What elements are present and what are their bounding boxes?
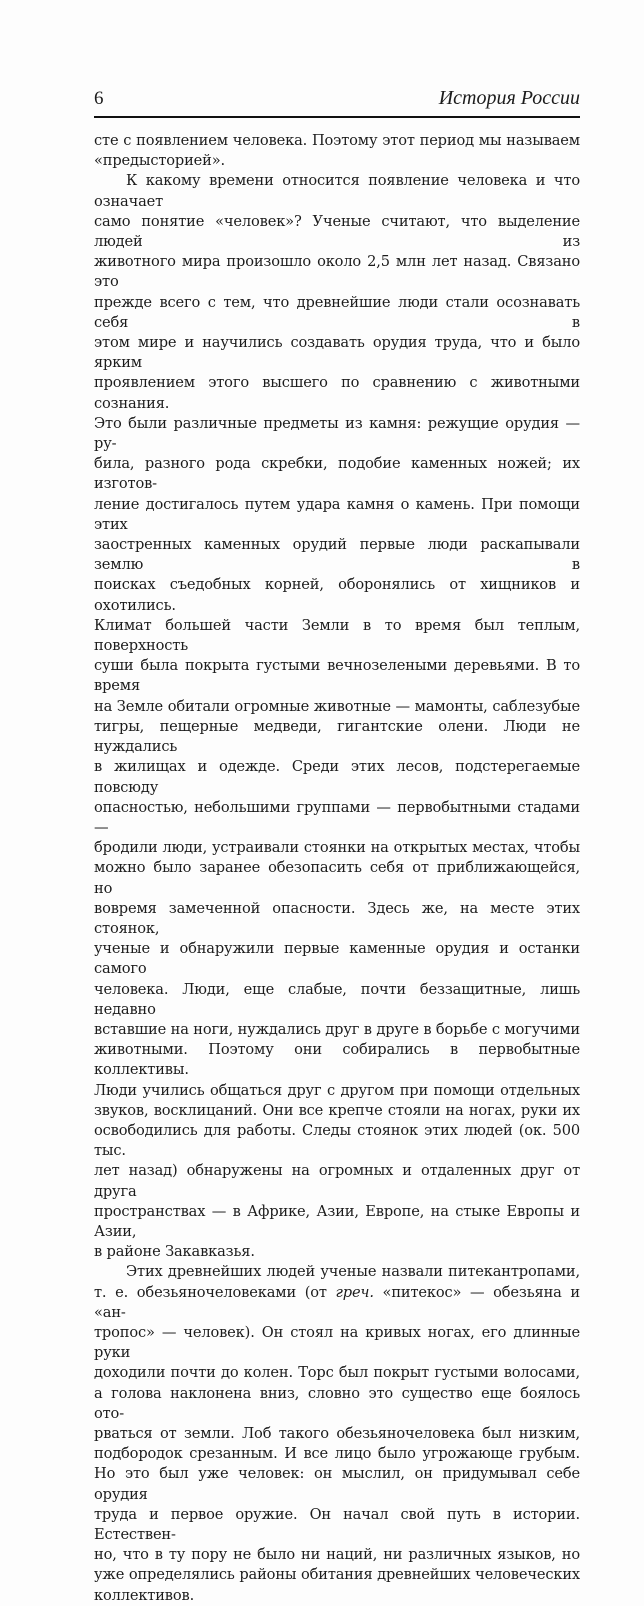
text-line: Это были различные предметы из камня: режущие орудия — ру- [94, 414, 580, 453]
text-line: доходили почти до колен. Торс был покрыт густыми волосами, [94, 1364, 580, 1382]
text-line: можно было заранее обезопасить себя от приближающейся, но [94, 859, 580, 897]
text-line: Этих древнейших людей ученые назвали питекантропами, [126, 1263, 580, 1281]
text-line: К какому времени относится появление человека и что означает [94, 172, 580, 210]
text-line: поисках съедобных корней, оборонялись от хищников и охотились. [94, 576, 580, 614]
running-title: История России [438, 87, 580, 109]
page-number: 6 [94, 88, 104, 109]
text-line: само понятие «человек»? Ученые считают, что выделение людей из [94, 212, 580, 251]
text-line: ление достигалось путем удара камня о камень. При помощи этих [94, 495, 580, 533]
paragraph [94, 131, 580, 171]
text-line: человека. Люди, еще слабые, почти беззащитные, лишь недавно [94, 980, 580, 1018]
text-line: но, что в ту пору не было ни наций, ни различных языков, но [94, 1546, 580, 1564]
text-line: суши была покрыта густыми вечнозелеными деревьями. В то время [94, 657, 580, 695]
text-line: рваться от земли. Лоб такого обезьяночеловека был низким, [94, 1425, 580, 1442]
text-line: лет назад) обнаружены на огромных и отдаленных друг от друга [94, 1162, 580, 1200]
text-line: в районе Закавказья. [94, 1243, 255, 1261]
text-line: уже определялись районы обитания древнейших человеческих [94, 1566, 580, 1584]
text-line: пространствах — в Африке, Азии, Европе, на стыке Европы и Азии, [94, 1202, 580, 1240]
text-line: опасностью, небольшими группами — первобытными стадами — [94, 798, 580, 836]
text-line: животного мира произошло около 2,5 млн лет назад. Связано это [94, 253, 580, 291]
text-line: Но это был уже человек: он мыслил, он придумывал себе орудия [94, 1465, 580, 1503]
text-line: вставшие на ноги, нуждались друг в друге в борьбе с могучими [94, 1020, 580, 1038]
text-line: звуков, восклицаний. Они все крепче стояли на ногах, руки их [94, 1101, 580, 1119]
italic-term: греч. [335, 1283, 374, 1301]
text-line: сте с появлением человека. Поэтому этот период мы называем [94, 132, 580, 149]
text-line: «предысторией». [94, 152, 226, 170]
text-line: в жилищах и одежде. Среди этих лесов, подстерегаемые повсюду [94, 758, 580, 796]
text-line: тигры, пещерные медведи, гигантские олени. Люди не нуждались [94, 717, 580, 756]
text-line: на Земле обитали огромные животные — мамонты, саблезубые [94, 697, 580, 715]
text-line: заостренных каменных орудий первые люди раскапывали землю в [94, 536, 580, 574]
text-line: била, разного рода скребки, подобие каменных ножей; их изготов- [94, 455, 580, 493]
text-line: этом мире и научились создавать орудия труда, что и было ярким [94, 334, 580, 372]
text-line: животными. Поэтому они собирались в первобытные коллективы. [94, 1041, 580, 1079]
body-text [94, 131, 580, 1606]
text-line: коллективов. [94, 1586, 195, 1604]
text-line: труда и первое оружие. Он начал свой путь в истории. Естествен- [94, 1505, 580, 1544]
text-line: освободились для работы. Следы стоянок этих людей (ок. 500 тыс. [94, 1121, 580, 1160]
text-line: проявлением этого высшего по сравнению с животными сознания. [94, 374, 580, 412]
paragraph [94, 171, 580, 1262]
text-line: вовремя замеченной опасности. Здесь же, на месте этих стоянок, [94, 899, 580, 937]
text-line: бродили люди, устраивали стоянки на открытых местах, чтобы [94, 839, 580, 857]
text-line: тропос» — человек). Он стоял на кривых ногах, его длинные руки [94, 1323, 580, 1362]
text-line: Люди учились общаться друг с другом при помощи отдельных [94, 1081, 580, 1099]
text-line: т. е. обезьяночеловеками (от греч. «питекос» — обезьяна и «ан- [94, 1283, 580, 1321]
running-header [94, 86, 580, 118]
paragraph [94, 1262, 580, 1605]
text-line: Климат большей части Земли в то время был теплым, поверхность [94, 616, 580, 655]
text-line: прежде всего с тем, что древнейшие люди стали осознавать себя в [94, 293, 580, 331]
text-line: подбородок срезанным. И все лицо было угрожающе грубым. [94, 1445, 580, 1463]
text-line: а голова наклонена вниз, словно это существо еще боялось ото- [94, 1384, 580, 1422]
text-line: ученые и обнаружили первые каменные орудия и останки самого [94, 940, 580, 978]
